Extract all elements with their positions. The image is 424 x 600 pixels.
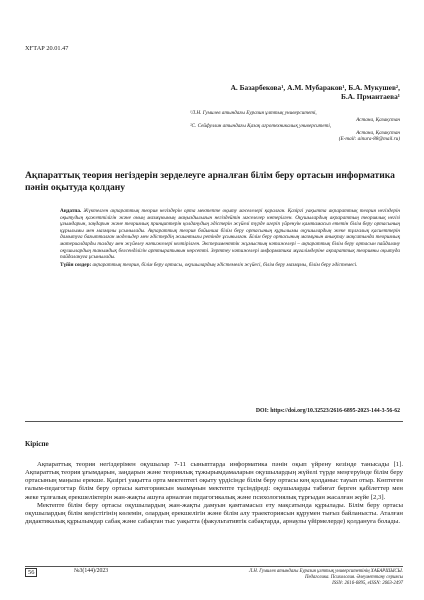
issue-number: №3(144)/2023	[74, 568, 109, 574]
affiliation-1: ¹Л.Н. Гумилев атындағы Еуразия ұлттық университеті,	[190, 110, 317, 116]
affiliation-2-city: Астана, Қазақстан	[356, 129, 400, 136]
journal-name: Л.Н. Гумилев атындағы Еуразия ұлттық университетінің ХАБАРШЫСЫ.	[248, 569, 403, 574]
journal-series: Педагогика. Психология. Әлеуметтану сериясы	[305, 575, 403, 581]
footer-divider	[25, 566, 403, 567]
author-email: (E-mail: ainura-88@mail.ru)	[338, 136, 400, 143]
affiliation-2: ²С. Сейфуллин атындағы Қазақ агротехникалық университеті,	[190, 123, 332, 130]
doi-link[interactable]: DOI: https://doi.org/10.32523/2616-6895-2023-144-3-56-62	[255, 408, 400, 414]
affiliations	[190, 110, 400, 143]
abstract-label: Аңдатпа.	[60, 208, 82, 214]
journal-info	[200, 569, 403, 588]
article-code: ХҒТАР 20.01.47	[25, 45, 69, 52]
abstract-text: Жүктелген ақпараттық теория негіздерін орта мектепте оқыту мәселелері қаралған. Қазіргі уақытта ақпараттық теория негіздерін оқытудың қажеттілігін және оның мазмұнының маңыздылығын негіздейтін мәселелер көтерілген. Оқушылардың ақпараттың теориялық негізі ұғымдарын, заңдарын және теориялық принциптерін қолданудың әдістерін жүйелі түрде игеріп үйренуін қамтамасыз ететін білім беру ортасының құрылымы мен мазмұны ұсынылады. Ақпараттық теория бойынша білім беру ортасының құрылымы оқушылардың жеке тұлғалық қасиеттерін дамытуға бағытталған модельдер мен әдістердің жиынтығы ретінде ұсынылған. Білім беру ортасының мазмұнын анықтау мақсатында теориялық материалдарды талдау мен жүйелеу нәтижелері келтірілген. Эксперименттік жұмыстың нәтижелері – ақпараттық білім беру ортасын пайдалану оқушылардың танымдық белсенділігін арттыратынын көрсетті. Зерттеу нәтижелері информатика мұғалімдеріне ақпараттық теорияны оқытуда пайдалануға ұсынылады.	[60, 208, 400, 261]
article-title: Ақпараттық теория негіздерін зерделеуге арналған білім беру ортасын информатика пәнін оқытуда қолдану	[25, 170, 395, 193]
authors-line-2: Б.А. Прмантаева¹	[340, 92, 400, 101]
journal-issn: ISSN: 2616-6895, eISSN: 2663-2497	[332, 581, 403, 587]
abstract	[60, 208, 400, 268]
page-number: 56	[25, 568, 37, 577]
authors-line-1: А. Базарбекова¹, А.М. Мубараков¹, Б.А. Мукушев²,	[230, 83, 400, 92]
intro-paragraph-1: Ақпараттық теория негіздерімен оқушылар 7-11 сыныптарда информатика пәнін оқып үйрену кезінде танысады [1]. Ақпараттық теория ұғымдарын, заңдарын және теориялық тұжырымдамаларын оқушылардың жүйелі түрде меңгеруінде білім беру ортасының маңызы ерекше. Қазіргі уақытта орта мектептегі оқыту үрдісінде білім беру ортасы кең қолданыс тауып отыр. Көптеген ғалым-педагогтар білім беру ортасы категориясын мазмұнын мектепте тұсіндіреді: оқушыларды табиғат берген қабілеттер мен жеке тұлғалық ерекшеліктерін жан-жақты ашуға арналған педагогикалық және психологиялық тұрғыдан жасалған жүйе [2,3].	[25, 461, 403, 501]
author-list	[160, 83, 400, 101]
keywords-label: Түйін сөздер:	[60, 261, 92, 268]
section-divider	[25, 421, 403, 422]
affiliation-1-city: Астана, Қазақстан	[356, 116, 400, 123]
intro-body	[25, 461, 403, 526]
keywords-text: ақпараттық теория, білім беру ортасы, оқушылардың әдістемелік жүйесі, білім беру мазмұны, білім беру әдістемесі.	[92, 261, 358, 268]
section-heading-intro: Кіріспе	[25, 440, 49, 448]
intro-paragraph-2: Мектепте білім беру ортасы оқушылардың жан-жақты дамуын қамтамасыз ету мақсатында құрылады. Білім беру ортасы оқушылардың білім кеңістігінің көлемін, олардың ерекшелігін және білім алу траекториясын құрумен тығыз байланысты. Аталған дидактикалық құрылымдар сабақ және сабақтан тыс уақытта (факультативтік сабақтарда, арнаулы үйірмелерде) қолдануға болады.	[25, 501, 403, 526]
